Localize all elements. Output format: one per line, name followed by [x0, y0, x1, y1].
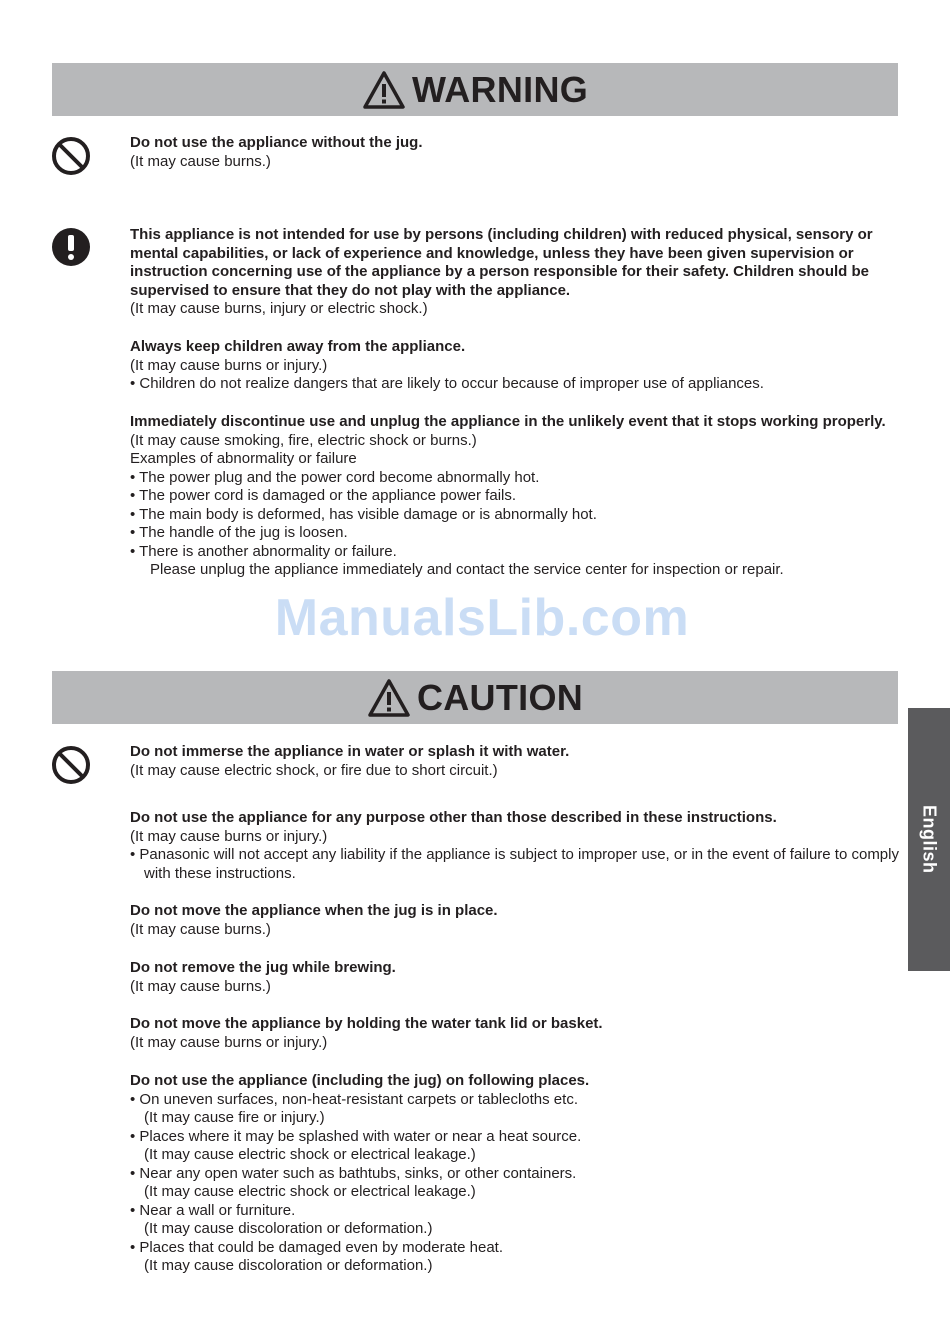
warning-item-subheading: Examples of abnormality or failure: [130, 450, 357, 467]
warning-bullet: • There is another abnormality or failure.: [130, 542, 397, 560]
caution-bullet: • Places where it may be splashed with water or near a heat source.: [130, 1127, 582, 1145]
warning-item-note: (It may cause burns.): [130, 152, 271, 170]
caution-item-1: [130, 743, 900, 780]
caution-bullet-note: (It may cause electric shock or electrical leakage.): [144, 1146, 476, 1163]
warning-bullet: • The power plug and the power cord become abnormally hot.: [130, 468, 540, 486]
warning-item-heading: Always keep children away from the appliance.: [130, 338, 466, 355]
caution-item-2: [130, 809, 900, 883]
caution-item-note: (It may cause burns or injury.): [130, 1033, 328, 1051]
caution-title: CAUTION: [416, 676, 584, 718]
warning-item-1: [130, 134, 900, 171]
warning-triangle-icon: [362, 70, 406, 110]
caution-bullet: • Near any open water such as bathtubs, sinks, or other containers.: [130, 1164, 577, 1182]
warning-item-note: (It may cause burns or injury.): [130, 356, 328, 374]
warning-title: WARNING: [411, 68, 589, 110]
caution-bullet-note: (It may cause discoloration or deformation.): [144, 1220, 433, 1237]
caution-item-note: (It may cause electric shock, or fire due to short circuit.): [130, 761, 498, 779]
warning-item-3: [130, 338, 900, 394]
warning-item-2: [130, 226, 900, 319]
warning-item-note: (It may cause burns, injury or electric shock.): [130, 300, 428, 317]
caution-item-heading: Do not use the appliance for any purpose other than those described in these instructions.: [130, 809, 777, 826]
caution-item-heading: Do not immerse the appliance in water or splash it with water.: [130, 743, 570, 760]
warning-item-note: (It may cause smoking, fire, electric shock or burns.): [130, 431, 477, 449]
warning-item-heading: Do not use the appliance without the jug.: [130, 134, 423, 151]
warning-bullet: • The main body is deformed, has visible damage or is abnormally hot.: [130, 505, 597, 523]
prohibition-icon: [51, 136, 91, 176]
warning-item-heading: This appliance is not intended for use by persons (including children) with reduced physical, sensory or mental capabilities, or lack of experience and knowledge, unless they have been given supervision or instruction concerning use of the appliance by a person responsible for their safety. Children should be supervised to ensure that they do not play with the appliance.: [130, 226, 873, 299]
caution-bullet-note: (It may cause fire or injury.): [144, 1109, 325, 1126]
caution-bullet-note: (It may cause electric shock or electrical leakage.): [144, 1183, 476, 1200]
warning-bullet: • The power cord is damaged or the appliance power fails.: [130, 487, 517, 504]
caution-item-heading: Do not use the appliance (including the jug) on following places.: [130, 1072, 590, 1089]
caution-item-6: [130, 1072, 900, 1276]
caution-item-note: (It may cause burns or injury.): [130, 827, 328, 845]
caution-banner: [52, 671, 898, 724]
caution-item-note: (It may cause burns.): [130, 977, 271, 995]
caution-bullet: • On uneven surfaces, non-heat-resistant carpets or tablecloths etc.: [130, 1090, 578, 1108]
warning-item-heading: Immediately discontinue use and unplug the appliance in the unlikely event that it stops working properly.: [130, 413, 886, 430]
caution-item-heading: Do not remove the jug while brewing.: [130, 959, 396, 976]
warning-triangle-icon: [367, 678, 411, 718]
caution-bullet: • Places that could be damaged even by moderate heat.: [130, 1238, 503, 1256]
prohibition-icon: [51, 745, 91, 785]
caution-item-heading: Do not move the appliance by holding the water tank lid or basket.: [130, 1015, 603, 1032]
warning-followup: Please unplug the appliance immediately and contact the service center for inspection or repair.: [150, 561, 784, 578]
warning-item-4: [130, 413, 900, 580]
language-tab-label: English: [919, 805, 940, 874]
caution-item-note: (It may cause burns.): [130, 920, 271, 938]
language-tab: [908, 708, 950, 971]
caution-bullet: • Near a wall or furniture.: [130, 1201, 296, 1219]
exclamation-mandatory-icon: [51, 227, 91, 267]
warning-bullet: • Children do not realize dangers that are likely to occur because of improper use of appliances.: [130, 375, 764, 392]
caution-item-5: [130, 1015, 900, 1052]
watermark: ManualsLib.com: [274, 589, 690, 647]
warning-bullet: • The handle of the jug is loosen.: [130, 524, 348, 541]
caution-item-3: [130, 902, 900, 939]
caution-item-heading: Do not move the appliance when the jug is in place.: [130, 902, 498, 919]
caution-bullet-note: (It may cause discoloration or deformation.): [144, 1257, 433, 1274]
caution-bullet: • Panasonic will not accept any liability if the appliance is subject to improper use, or in the event of failure to comply with these instructions.: [130, 846, 899, 882]
warning-banner: [52, 63, 898, 116]
caution-item-4: [130, 959, 900, 996]
